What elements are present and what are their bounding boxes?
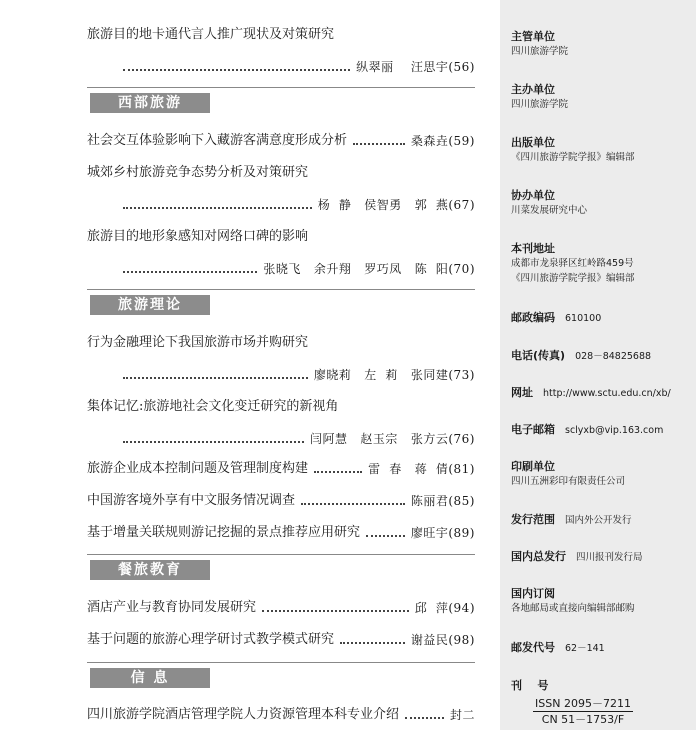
website-link[interactable]: http://www.sctu.edu.cn/xb/: [543, 388, 671, 399]
info-label: 网址: [511, 386, 533, 399]
toc-entry[interactable]: [87, 525, 475, 541]
cn-number: CN 51－1753/F: [533, 711, 633, 727]
leader-dots: [262, 610, 409, 612]
info-block: [511, 241, 691, 286]
info-label: 本刊地址: [511, 242, 555, 255]
article-title[interactable]: 旅游企业成本控制问题及管理制度构建: [87, 461, 309, 476]
article-authors: 封二: [449, 708, 475, 722]
article-title[interactable]: 集体记忆:旅游地社会文化变迁研究的新视角: [87, 399, 339, 414]
info-label: 刊 号: [511, 679, 549, 692]
info-label: 印刷单位: [511, 460, 555, 473]
info-label: 主管单位: [511, 30, 555, 43]
info-label: 电子邮箱: [511, 423, 555, 436]
info-block: [511, 188, 691, 218]
info-value: 《四川旅游学院学报》编辑部: [511, 273, 635, 284]
issn-number: ISSN 2095－7211: [535, 697, 631, 710]
leader-dots: [366, 535, 405, 537]
info-value: 四川五洲彩印有限责任公司: [511, 476, 626, 487]
article-title[interactable]: 社会交互体验影响下入藏游客满意度形成分析: [87, 133, 348, 148]
toc-entry[interactable]: [87, 461, 475, 477]
leader-dots: [340, 642, 405, 644]
info-label: 国内订阅: [511, 587, 555, 600]
article-title[interactable]: 基于增量关联规则游记挖掘的景点推荐应用研究: [87, 525, 361, 540]
info-label: 协办单位: [511, 189, 555, 202]
article-title[interactable]: 旅游目的地卡通代言人推广现状及对策研究: [87, 27, 335, 42]
leader-dots: [314, 471, 362, 473]
info-value: 四川旅游学院: [511, 46, 569, 57]
toc-entry[interactable]: [87, 133, 475, 149]
article-authors: 桑森垚(59): [410, 134, 475, 148]
info-label: 主办单位: [511, 83, 555, 96]
article-authors-line: [87, 367, 475, 383]
info-block: [511, 385, 691, 401]
info-block: [511, 310, 691, 326]
info-value: 610100: [565, 313, 602, 324]
info-value: 《四川旅游学院学报》编辑部: [511, 152, 635, 163]
article-title[interactable]: 行为金融理论下我国旅游市场并购研究: [87, 335, 309, 350]
section-heading-information: 信 息: [90, 668, 210, 688]
leader-dots: [353, 143, 405, 145]
toc-entry[interactable]: [87, 707, 475, 723]
leader-dots: [123, 207, 312, 209]
info-block: [511, 512, 691, 528]
article-authors-line: [87, 261, 475, 277]
leader-dots: [405, 717, 444, 719]
info-label: 电话(传真): [511, 349, 566, 362]
article-title[interactable]: 基于问题的旅游心理学研讨式教学模式研究: [87, 632, 335, 647]
article-authors: 杨 静 侯智勇 郭 燕(67): [317, 198, 475, 212]
info-block: [511, 135, 691, 165]
article-authors: 邱 萍(94): [414, 601, 475, 615]
section-divider: [87, 289, 475, 290]
info-value: 028－84825688: [575, 351, 652, 362]
info-block: [511, 549, 691, 565]
info-value: 各地邮局或直接向编辑部邮购: [511, 603, 635, 614]
toc-entry[interactable]: [87, 493, 475, 509]
section-divider: [87, 87, 475, 88]
article-title[interactable]: 旅游目的地形象感知对网络口碑的影响: [87, 229, 309, 244]
leader-dots: [123, 69, 350, 71]
info-value: 成都市龙泉驿区红岭路459号: [511, 258, 634, 269]
article-authors: 闫阿慧 赵玉宗 张方云(76): [309, 432, 475, 446]
info-label: 邮政编码: [511, 311, 555, 324]
info-value: 川菜发展研究中心: [511, 205, 588, 216]
serial-number-block: [533, 696, 633, 727]
section-divider: [87, 662, 475, 663]
article-title[interactable]: 酒店产业与教育协同发展研究: [87, 600, 257, 615]
leader-dots: [123, 441, 304, 443]
article-authors: 谢益民(98): [410, 633, 475, 647]
article-title[interactable]: 四川旅游学院酒店管理学院人力资源管理本科专业介绍: [87, 707, 400, 722]
section-heading-western-tourism: 西部旅游: [90, 93, 210, 113]
article-authors: 雷 春 蒋 倩(81): [368, 462, 475, 476]
info-label: 出版单位: [511, 136, 555, 149]
info-block: [511, 29, 691, 59]
info-block: [511, 459, 691, 489]
article-title[interactable]: 城郊乡村旅游竞争态势分析及对策研究: [87, 165, 309, 180]
article-authors: 纵翠丽 汪思宇(56): [356, 60, 475, 74]
toc-entry[interactable]: [87, 632, 475, 648]
article-authors: 陈丽君(85): [410, 494, 475, 508]
info-block: [511, 586, 691, 616]
info-block: [511, 640, 691, 656]
info-block: [511, 678, 691, 693]
article-authors: 廖晓莉 左 莉 张同建(73): [313, 368, 475, 382]
info-value: 四川报刊发行局: [576, 552, 643, 563]
article-authors: 张晓飞 余升翔 罗巧凤 陈 阳(70): [263, 262, 475, 276]
leader-dots: [123, 377, 308, 379]
info-label: 国内总发行: [511, 550, 566, 563]
toc-entry[interactable]: [87, 600, 475, 616]
info-block: [511, 82, 691, 112]
leader-dots: [123, 271, 257, 273]
article-authors-line: [87, 59, 475, 75]
article-title[interactable]: 中国游客境外享有中文服务情况调查: [87, 493, 296, 508]
section-divider: [87, 554, 475, 555]
info-label: 邮发代号: [511, 641, 555, 654]
info-block: [511, 348, 691, 364]
article-authors-line: [87, 431, 475, 447]
section-heading-tourism-theory: 旅游理论: [90, 295, 210, 315]
email-link[interactable]: sclyxb@vip.163.com: [565, 425, 664, 436]
info-value: 国内外公开发行: [565, 515, 632, 526]
article-authors-line: [87, 197, 475, 213]
info-label: 发行范围: [511, 513, 555, 526]
section-heading-hospitality-education: 餐旅教育: [90, 560, 210, 580]
info-value: 62－141: [565, 643, 605, 654]
article-authors: 廖旺宇(89): [410, 526, 475, 540]
info-block: [511, 422, 691, 438]
info-value: 四川旅游学院: [511, 99, 569, 110]
leader-dots: [301, 503, 405, 505]
